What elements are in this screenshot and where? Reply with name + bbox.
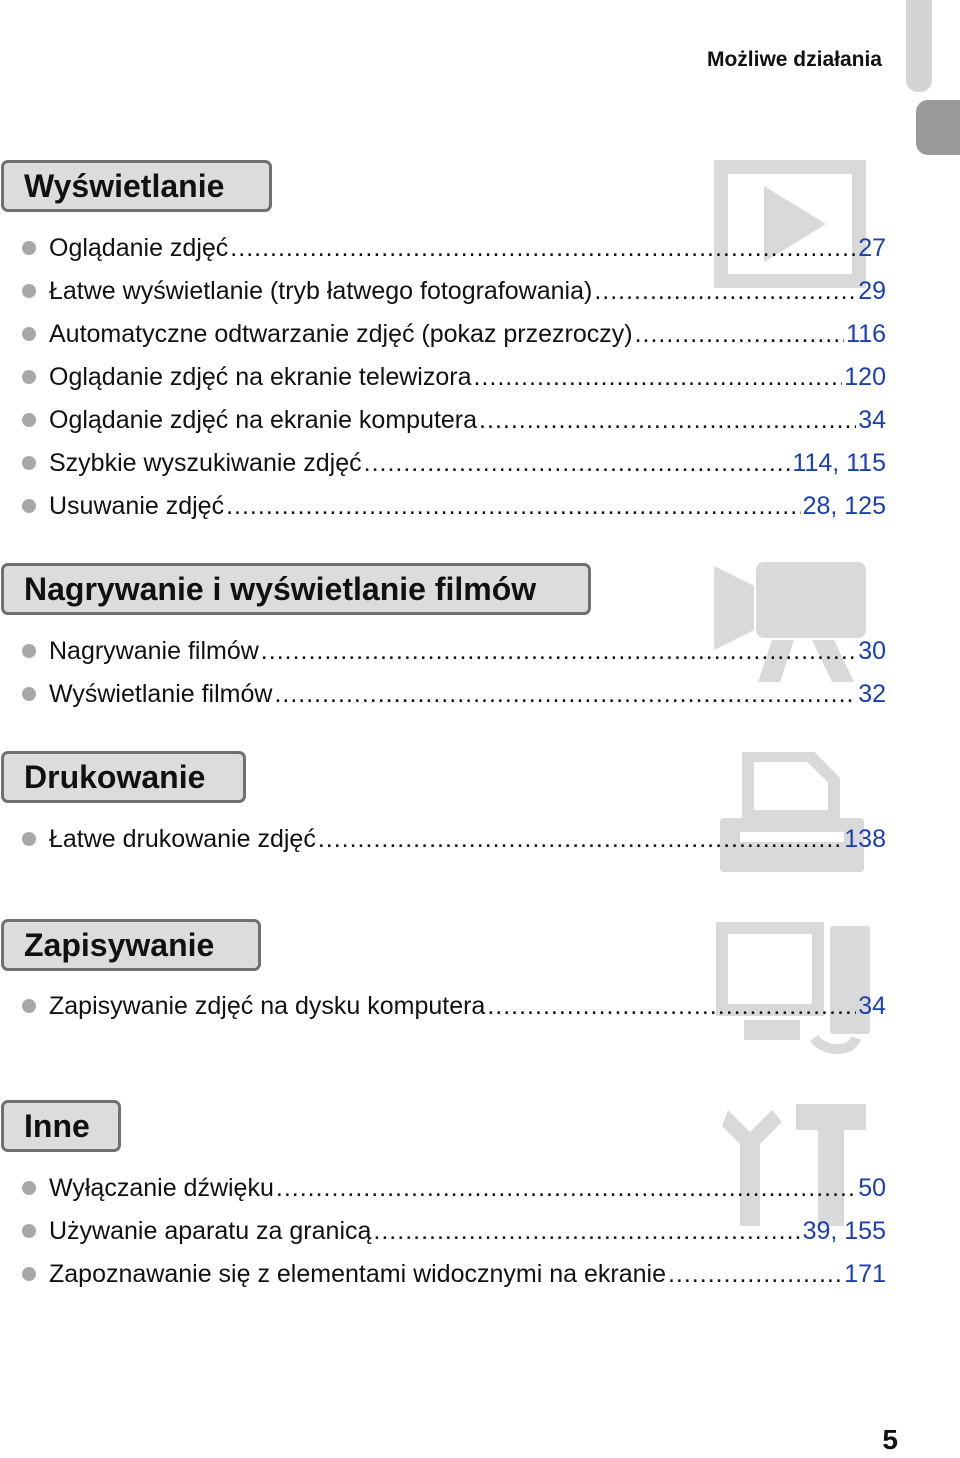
list-item[interactable] [22, 403, 886, 437]
list-item[interactable] [22, 446, 886, 480]
bullet-icon [22, 413, 36, 427]
page-reference[interactable]: 28, 125 [802, 492, 886, 520]
dot-leader [668, 1257, 842, 1291]
item-title: Zapisywanie zdjęć na dysku komputera [49, 992, 486, 1020]
item-title: Oglądanie zdjęć na ekranie komputera [49, 406, 478, 434]
dot-leader [318, 822, 842, 856]
dot-leader [230, 231, 856, 265]
list-item[interactable] [22, 677, 886, 711]
playback-icon [714, 160, 866, 288]
tools-icon [714, 1098, 874, 1230]
list-item[interactable] [22, 1171, 886, 1205]
dot-leader [364, 446, 791, 480]
item-title: Szybkie wyszukiwanie zdjęć [49, 449, 362, 477]
bullet-icon [22, 456, 36, 470]
bullet-icon [22, 832, 36, 846]
bullet-icon [22, 1267, 36, 1281]
bullet-icon [22, 370, 36, 384]
list-item[interactable] [22, 634, 886, 668]
list-item[interactable] [22, 1257, 886, 1291]
section-heading-printing: Drukowanie [1, 751, 246, 803]
item-title: Nagrywanie filmów [49, 637, 259, 665]
section-heading-playback: Wyświetlanie [1, 160, 272, 212]
section-heading-saving: Zapisywanie [1, 919, 261, 971]
list-item[interactable] [22, 489, 886, 523]
bullet-icon [22, 644, 36, 658]
page-reference[interactable]: 32 [858, 680, 886, 708]
page-reference[interactable]: 114, 115 [792, 449, 886, 477]
item-title: Oglądanie zdjęć na ekranie telewizora [49, 363, 472, 391]
page-reference[interactable]: 34 [858, 992, 886, 1020]
bullet-icon [22, 687, 36, 701]
page-header-title: Możliwe działania [706, 48, 882, 71]
dot-leader [635, 317, 845, 351]
dot-leader [226, 489, 800, 523]
bullet-icon [22, 327, 36, 341]
item-title: Łatwe drukowanie zdjęć [49, 825, 316, 853]
bullet-icon [22, 1181, 36, 1195]
page-reference[interactable]: 120 [844, 363, 886, 391]
page-reference[interactable]: 116 [846, 320, 886, 348]
item-title: Używanie aparatu za granicą [49, 1217, 372, 1245]
movie-camera-icon [714, 558, 870, 688]
list-item[interactable] [22, 822, 886, 856]
edge-tab-top [906, 0, 932, 92]
dot-leader [261, 634, 856, 668]
bullet-icon [22, 1224, 36, 1238]
dot-leader [479, 403, 856, 437]
item-title: Zapoznawanie się z elementami widocznymi na ekranie [49, 1260, 666, 1288]
item-title: Oglądanie zdjęć [49, 234, 229, 262]
page-reference[interactable]: 138 [844, 825, 886, 853]
computer-icon [714, 920, 878, 1054]
dot-leader [274, 677, 856, 711]
item-title: Automatyczne odtwarzanie zdjęć (pokaz przezroczy) [49, 320, 633, 348]
dot-leader [276, 1171, 856, 1205]
page-reference[interactable]: 50 [858, 1174, 886, 1202]
dot-leader [473, 360, 842, 394]
dot-leader [487, 989, 856, 1023]
bullet-icon [22, 284, 36, 298]
list-item[interactable] [22, 989, 886, 1023]
dot-leader [373, 1214, 800, 1248]
bullet-icon [22, 999, 36, 1013]
page-reference[interactable]: 171 [844, 1260, 886, 1288]
page-reference[interactable]: 39, 155 [802, 1217, 886, 1245]
page-reference[interactable]: 34 [858, 406, 886, 434]
printer-icon [714, 752, 870, 880]
edge-tab-side [916, 100, 960, 155]
list-item[interactable] [22, 274, 886, 308]
page-reference[interactable]: 30 [858, 637, 886, 665]
page-number: 5 [882, 1424, 898, 1455]
list-item[interactable] [22, 317, 886, 351]
page-reference[interactable]: 29 [858, 277, 886, 305]
list-item[interactable] [22, 360, 886, 394]
list-item[interactable] [22, 231, 886, 265]
dot-leader [594, 274, 856, 308]
item-title: Wyłączanie dźwięku [49, 1174, 274, 1202]
item-title: Wyświetlanie filmów [49, 680, 273, 708]
list-item[interactable] [22, 1214, 886, 1248]
page-reference[interactable]: 27 [858, 234, 886, 262]
bullet-icon [22, 241, 36, 255]
section-heading-movies: Nagrywanie i wyświetlanie filmów [1, 563, 591, 615]
section-heading-other: Inne [1, 1100, 121, 1152]
bullet-icon [22, 499, 36, 513]
item-title: Łatwe wyświetlanie (tryb łatwego fotografowania) [49, 277, 593, 305]
item-title: Usuwanie zdjęć [49, 492, 225, 520]
